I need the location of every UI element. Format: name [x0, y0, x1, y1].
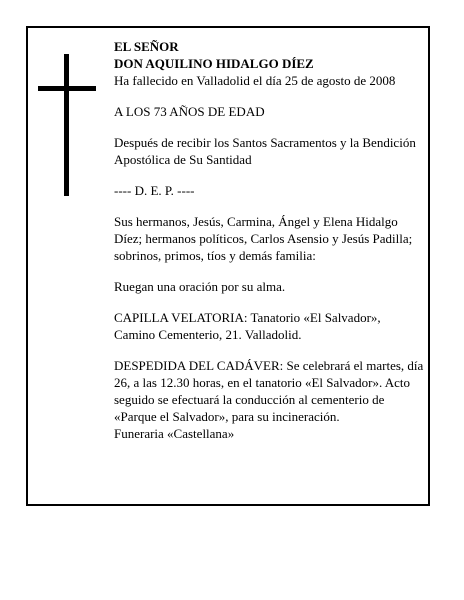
family-line: Sus hermanos, Jesús, Carmina, Ángel y Elena Hidalgo Díez; hermanos políticos, Carlos Asensio y Jesús Padilla; sobrinos, primos, tíos y demás familia:: [114, 214, 413, 263]
obituary-text: [114, 38, 424, 442]
age-line: A LOS 73 AÑOS DE EDAD: [114, 104, 265, 119]
death-notice: Ha fallecido en Valladolid el día 25 de agosto de 2008: [114, 73, 396, 88]
deceased-name: DON AQUILINO HIDALGO DÍEZ: [114, 56, 314, 71]
sacraments-line: Después de recibir los Santos Sacramentos y la Bendición Apostólica de Su Santidad: [114, 135, 416, 167]
cross-icon: [64, 54, 69, 196]
cross-icon-arm: [38, 86, 96, 91]
heading-title: EL SEÑOR: [114, 39, 179, 54]
rip-line: ---- D. E. P. ----: [114, 183, 195, 198]
funeral-home: Funeraria «Castellana»: [114, 426, 235, 441]
prayer-request: Ruegan una oración por su alma.: [114, 279, 286, 294]
chapel-info: CAPILLA VELATORIA: Tanatorio «El Salvador», Camino Cementerio, 21. Valladolid.: [114, 310, 381, 342]
farewell-info: DESPEDIDA DEL CADÁVER: Se celebrará el martes, día 26, a las 12.30 horas, en el tanatorio «El Salvador». Acto seguido se efectuará la conducción al cementerio de «Parque el Salvador», para su incineración.: [114, 358, 424, 424]
